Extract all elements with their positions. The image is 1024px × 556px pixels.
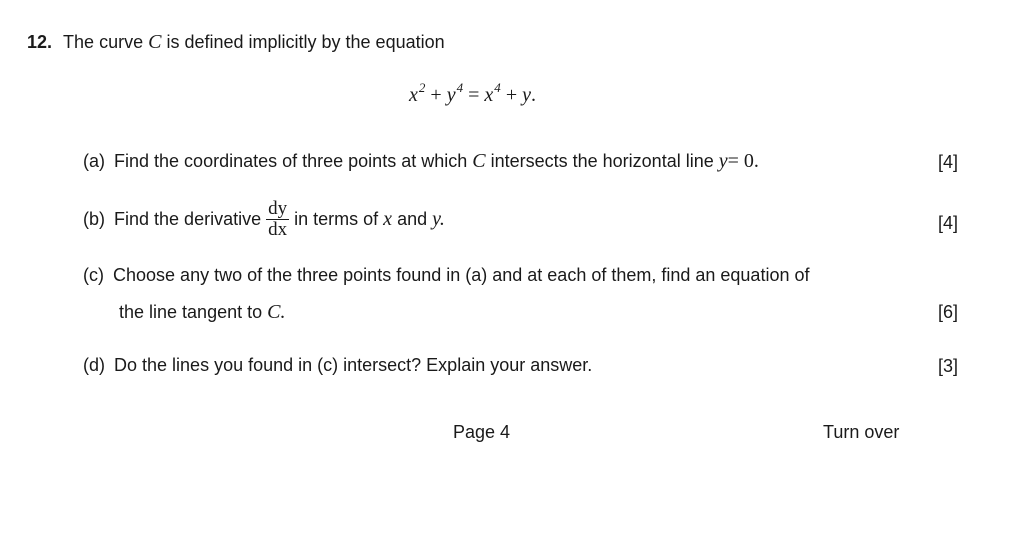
- part-d-text: Do the lines you found in (c) intersect? Explain your answer.: [114, 355, 593, 375]
- part-a-marks: [4]: [937, 152, 958, 172]
- page-number: Page 4: [453, 422, 511, 442]
- fraction-numerator: dy: [268, 198, 288, 219]
- part-a: [83, 150, 759, 173]
- part-b-text3: and: [397, 209, 428, 229]
- part-b: [83, 199, 445, 240]
- curve-symbol: C: [148, 31, 162, 53]
- part-c-curve: C.: [267, 301, 286, 323]
- part-c-text-line2: the line tangent to: [119, 302, 263, 322]
- question-intro-rest: is defined implicitly by the equation: [166, 32, 445, 52]
- part-d-marks: [3]: [937, 356, 958, 376]
- part-d: [83, 355, 592, 376]
- part-a-curve: C: [472, 150, 486, 172]
- eq-term-3: $x^4$: [484, 80, 501, 106]
- derivative-fraction: [266, 199, 289, 240]
- part-a-label: (a): [83, 151, 105, 171]
- eq-equals: =: [468, 84, 480, 106]
- curve-equation: [409, 80, 536, 107]
- part-c-line-2: [119, 301, 285, 324]
- part-c-line-1: [83, 265, 809, 286]
- part-c-marks: [6]: [937, 302, 958, 322]
- part-a-var-y: y: [718, 150, 728, 172]
- part-a-text: Find the coordinates of three points at which: [114, 151, 468, 171]
- eq-term-2: $y^4$: [446, 80, 464, 106]
- part-b-var-y: y.: [432, 208, 445, 230]
- eq-term-4: y: [522, 84, 531, 106]
- part-c-label: (c): [83, 265, 104, 285]
- turn-over: Turn over: [823, 422, 900, 442]
- eq-period: .: [531, 84, 536, 106]
- question-intro: The curve: [63, 32, 144, 52]
- question-header: [27, 31, 445, 54]
- part-c-text-line1: Choose any two of the three points found in (a) and at each of them, find an equation of: [113, 265, 810, 285]
- part-b-text: Find the derivative: [114, 209, 262, 229]
- eq-term-1: $x^2$: [409, 80, 426, 106]
- part-b-text2: in terms of: [294, 209, 379, 229]
- eq-plus-2: +: [505, 84, 518, 106]
- part-b-var-x: x: [383, 208, 393, 230]
- part-b-marks: [4]: [937, 213, 958, 233]
- fraction-denominator: dx: [268, 219, 288, 240]
- question-number: 12.: [27, 32, 53, 52]
- part-d-label: (d): [83, 355, 105, 375]
- part-b-label: (b): [83, 209, 105, 229]
- part-a-text2: intersects the horizontal line: [490, 151, 714, 171]
- part-a-math-rest: = 0.: [727, 150, 759, 172]
- eq-plus-1: +: [430, 84, 442, 106]
